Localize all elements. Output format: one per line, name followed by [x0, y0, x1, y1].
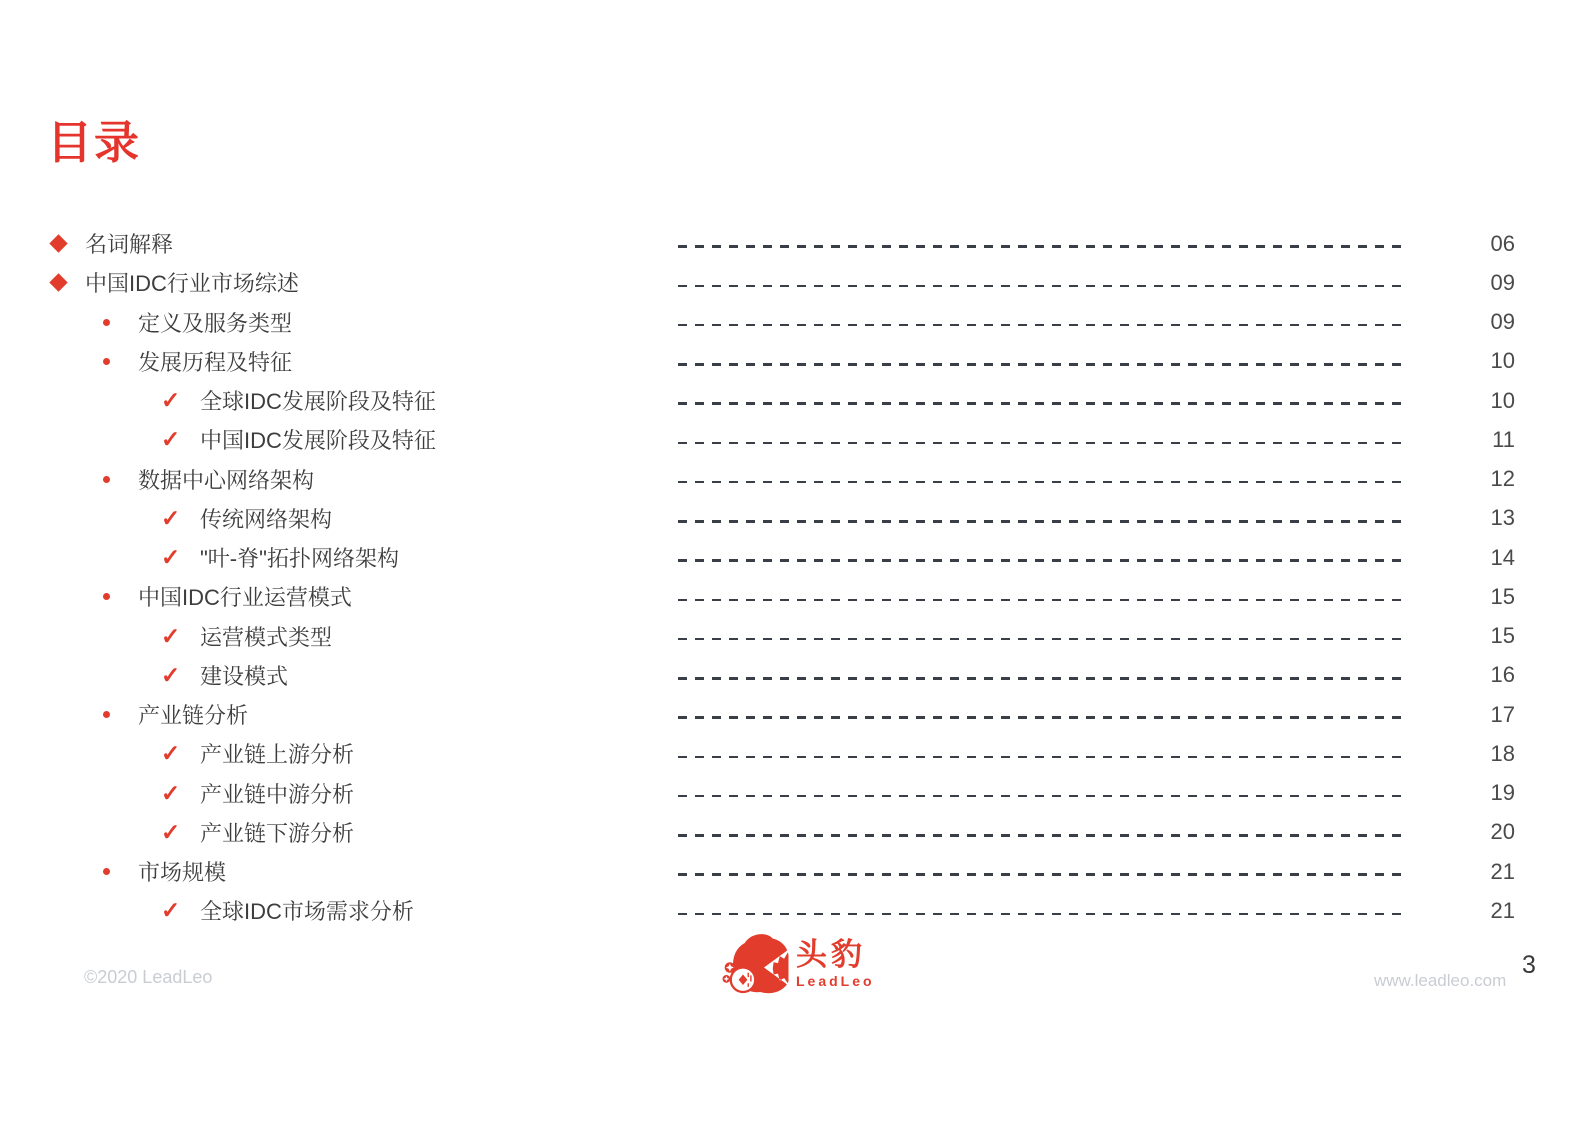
toc-label-area [47, 307, 678, 338]
toc-page-number: 14 [1490, 544, 1515, 570]
dot-bullet-icon [103, 476, 138, 483]
check-bullet-icon: ✓ [161, 740, 181, 767]
dashed-leader-line [678, 756, 1405, 759]
dashed-leader-line [678, 559, 1405, 562]
dashed-leader-line [678, 638, 1405, 641]
toc-page-number: 15 [1490, 583, 1515, 609]
toc-row [47, 813, 1515, 852]
toc-item-label[interactable]: 市场规模 [138, 860, 227, 886]
logo-text [796, 939, 875, 989]
toc-row [47, 852, 1515, 891]
dashed-leader-line [678, 402, 1405, 405]
toc-item-label[interactable]: 运营模式类型 [200, 624, 333, 650]
toc-item-label[interactable]: 建设模式 [200, 663, 289, 689]
toc-page-number: 13 [1490, 505, 1515, 531]
logo-chinese-name: 头豹 [796, 937, 866, 972]
toc-row [47, 499, 1515, 538]
toc-label-area [47, 856, 678, 887]
toc-label-area [47, 385, 678, 416]
toc-page-number: 20 [1490, 819, 1515, 845]
toc-page-number: 16 [1490, 662, 1515, 688]
toc-page-number: 10 [1490, 387, 1515, 413]
toc-page-number: 06 [1490, 230, 1515, 256]
toc-item-label[interactable]: 名词解释 [85, 232, 174, 258]
diamond-bullet-icon [50, 237, 85, 250]
dashed-leader-line [678, 442, 1405, 445]
check-bullet-icon: ✓ [161, 387, 181, 414]
dot-bullet-icon [103, 711, 138, 718]
toc-page-number: 19 [1490, 780, 1515, 806]
toc-page-number: 21 [1490, 858, 1515, 884]
toc-page-number: 21 [1490, 897, 1515, 923]
check-bullet-icon: ✓ [161, 622, 181, 649]
toc-row [47, 538, 1515, 577]
toc-item-label[interactable]: 中国IDC发展阶段及特征 [200, 428, 436, 454]
dashed-leader-line [678, 324, 1405, 327]
toc-page-number: 09 [1490, 269, 1515, 295]
dashed-leader-line [678, 520, 1405, 523]
toc-page-number: 11 [1492, 426, 1515, 452]
toc-label-area [47, 346, 678, 377]
toc-label-area [47, 699, 678, 730]
toc-item-label[interactable]: 传统网络架构 [200, 506, 333, 532]
check-bullet-icon: ✓ [161, 544, 181, 571]
check-bullet-icon: ✓ [161, 779, 181, 806]
toc-row [47, 656, 1515, 695]
dashed-leader-line [678, 677, 1405, 680]
check-bullet-icon: ✓ [161, 504, 181, 531]
toc-row [47, 891, 1515, 930]
toc-page-number: 15 [1490, 623, 1515, 649]
dashed-leader-line [678, 285, 1405, 288]
dot-bullet-icon [103, 593, 138, 600]
toc-item-label[interactable]: 全球IDC发展阶段及特征 [200, 389, 436, 415]
toc-row [47, 617, 1515, 656]
dashed-leader-line [678, 795, 1405, 798]
toc-row [47, 420, 1515, 459]
toc-item-label[interactable]: 中国IDC行业市场综述 [85, 271, 299, 297]
dot-bullet-icon [103, 868, 138, 875]
toc-item-label[interactable]: 产业链中游分析 [200, 781, 355, 807]
toc-label-area [47, 267, 678, 298]
toc-row [47, 263, 1515, 302]
dashed-leader-line [678, 873, 1405, 876]
footer-copyright: ©2020 LeadLeo [84, 967, 213, 987]
toc-label-area [47, 738, 678, 769]
footer-page-number: 3 [1522, 951, 1536, 979]
check-bullet-icon: ✓ [161, 426, 181, 453]
dashed-leader-line [678, 363, 1405, 366]
toc-item-label[interactable]: 中国IDC行业运营模式 [138, 585, 352, 611]
leopard-logo-icon [722, 930, 792, 998]
dot-bullet-icon [103, 358, 138, 365]
dashed-leader-line [678, 834, 1405, 837]
page-title: 目录 [47, 117, 142, 168]
toc-row [47, 342, 1515, 381]
toc-label-area [47, 660, 678, 691]
dashed-leader-line [678, 245, 1405, 248]
footer-website: www.leadleo.com [1374, 971, 1507, 990]
check-bullet-icon: ✓ [161, 818, 181, 845]
toc-label-area [47, 542, 678, 573]
toc-label-area [47, 424, 678, 455]
toc-row [47, 577, 1515, 616]
logo-english-name: LeadLeo [796, 973, 875, 989]
toc-row [47, 734, 1515, 773]
toc-item-label[interactable]: "叶-脊"拓扑网络架构 [200, 546, 399, 572]
toc-item-label[interactable]: 产业链上游分析 [200, 742, 355, 768]
toc-item-label[interactable]: 定义及服务类型 [138, 310, 293, 336]
toc-label-area [47, 817, 678, 848]
toc-row [47, 774, 1515, 813]
toc-label-area [47, 895, 678, 926]
toc-label-area [47, 778, 678, 809]
toc-page-number: 17 [1490, 701, 1515, 727]
toc-page-number: 09 [1490, 309, 1515, 335]
check-bullet-icon: ✓ [161, 661, 181, 688]
toc-row [47, 224, 1515, 263]
toc-item-label[interactable]: 全球IDC市场需求分析 [200, 899, 414, 925]
toc-label-area [47, 228, 678, 259]
toc-page-number: 10 [1490, 348, 1515, 374]
toc-row [47, 460, 1515, 499]
toc-item-label[interactable]: 产业链下游分析 [200, 820, 355, 846]
dashed-leader-line [678, 481, 1405, 484]
toc-page-number: 18 [1490, 740, 1515, 766]
toc-row [47, 381, 1515, 420]
toc-list [47, 224, 1515, 931]
toc-row [47, 303, 1515, 342]
toc-item-label[interactable]: 发展历程及特征 [138, 349, 293, 375]
dashed-leader-line [678, 913, 1405, 916]
leadleo-logo [722, 930, 875, 998]
toc-row [47, 695, 1515, 734]
toc-label-area [47, 621, 678, 652]
dashed-leader-line [678, 716, 1405, 719]
toc-item-label[interactable]: 产业链分析 [138, 703, 249, 729]
toc-item-label[interactable]: 数据中心网络架构 [138, 467, 315, 493]
toc-page-number: 12 [1490, 466, 1515, 492]
dashed-leader-line [678, 599, 1405, 602]
toc-label-area [47, 581, 678, 612]
diamond-bullet-icon [50, 276, 85, 289]
toc-label-area [47, 464, 678, 495]
check-bullet-icon: ✓ [161, 897, 181, 924]
dot-bullet-icon [103, 319, 138, 326]
toc-label-area [47, 503, 678, 534]
